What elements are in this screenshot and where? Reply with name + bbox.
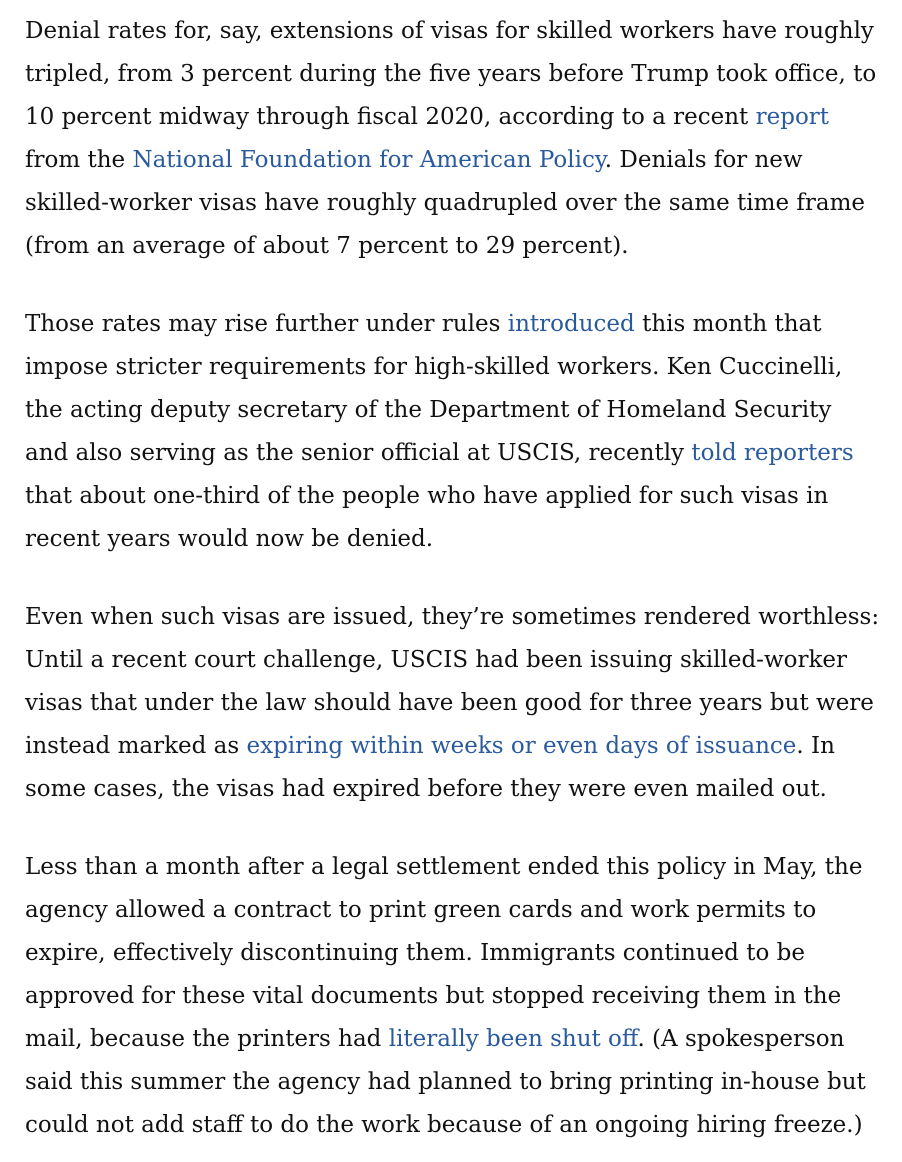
paragraph-line — [25, 1018, 878, 1061]
text-run: Denial rates for, say, extensions of visas for skilled workers have roughly — [25, 18, 874, 44]
paragraph-line — [25, 768, 878, 811]
text-run: from the — [25, 147, 133, 173]
text-run: tripled, from 3 percent during the five years before Trump took office, to — [25, 61, 877, 87]
article-paragraph — [25, 846, 878, 1147]
inline-link[interactable]: expiring within weeks or even days of issuance — [246, 733, 797, 759]
text-run: Until a recent court challenge, USCIS had been issuing skilled-worker — [25, 647, 848, 673]
text-run: . (A spokesperson — [637, 1026, 845, 1052]
paragraph-line — [25, 475, 878, 518]
paragraph-line — [25, 432, 878, 475]
text-run: Even when such visas are issued, they’re sometimes rendered worthless: — [25, 604, 880, 630]
text-run: impose stricter requirements for high-skilled workers. Ken Cuccinelli, — [25, 354, 843, 380]
text-run: (from an average of about 7 percent to 29 percent). — [25, 233, 629, 259]
text-run: the acting deputy secretary of the Department of Homeland Security — [25, 397, 832, 423]
text-run: instead marked as — [25, 733, 247, 759]
paragraph-line — [25, 682, 878, 725]
paragraph-line — [25, 10, 878, 53]
paragraph-line — [25, 389, 878, 432]
text-run: could not add staff to do the work because of an ongoing hiring freeze.) — [25, 1112, 863, 1138]
article-paragraph — [25, 303, 878, 561]
paragraph-line — [25, 639, 878, 682]
paragraph-line — [25, 975, 878, 1018]
text-run: approved for these vital documents but stopped receiving them in the — [25, 983, 842, 1009]
inline-link[interactable]: National Foundation for American Policy — [132, 147, 605, 173]
paragraph-line — [25, 596, 878, 639]
paragraph-line — [25, 932, 878, 975]
text-run: mail, because the printers had — [25, 1026, 389, 1052]
paragraph-line — [25, 303, 878, 346]
paragraph-line — [25, 139, 878, 182]
text-run: recent years would now be denied. — [25, 526, 434, 552]
text-run: Those rates may rise further under rules — [25, 311, 508, 337]
paragraph-line — [25, 889, 878, 932]
inline-link[interactable]: introduced — [507, 311, 635, 337]
text-run: 10 percent midway through fiscal 2020, according to a recent — [25, 104, 756, 130]
text-run: Less than a month after a legal settlement ended this policy in May, the — [25, 854, 863, 880]
paragraph-line — [25, 1061, 878, 1104]
text-run: this month that — [634, 311, 822, 337]
inline-link[interactable]: report — [755, 104, 830, 130]
paragraph-line — [25, 725, 878, 768]
text-run: skilled-worker visas have roughly quadrupled over the same time frame — [25, 190, 866, 216]
inline-link[interactable]: literally been shut off — [388, 1026, 638, 1052]
article-paragraph — [25, 596, 878, 811]
article-paragraph — [25, 10, 878, 268]
text-run: agency allowed a contract to print green cards and work permits to — [25, 897, 817, 923]
paragraph-line — [25, 182, 878, 225]
paragraph-line — [25, 346, 878, 389]
text-run: . Denials for new — [604, 147, 803, 173]
text-run: . In — [796, 733, 835, 759]
paragraph-line — [25, 53, 878, 96]
inline-link[interactable]: told reporters — [691, 440, 854, 466]
text-run: and also serving as the senior official at USCIS, recently — [25, 440, 692, 466]
paragraph-line — [25, 225, 878, 268]
text-run: visas that under the law should have been good for three years but were — [25, 690, 874, 716]
paragraph-line — [25, 846, 878, 889]
paragraph-line — [25, 96, 878, 139]
paragraph-line — [25, 1104, 878, 1147]
text-run: expire, effectively discontinuing them. Immigrants continued to be — [25, 940, 805, 966]
paragraph-line — [25, 518, 878, 561]
text-run: some cases, the visas had expired before they were even mailed out. — [25, 776, 827, 802]
text-run: said this summer the agency had planned to bring printing in-house but — [25, 1069, 866, 1095]
text-run: that about one-third of the people who have applied for such visas in — [25, 483, 829, 509]
